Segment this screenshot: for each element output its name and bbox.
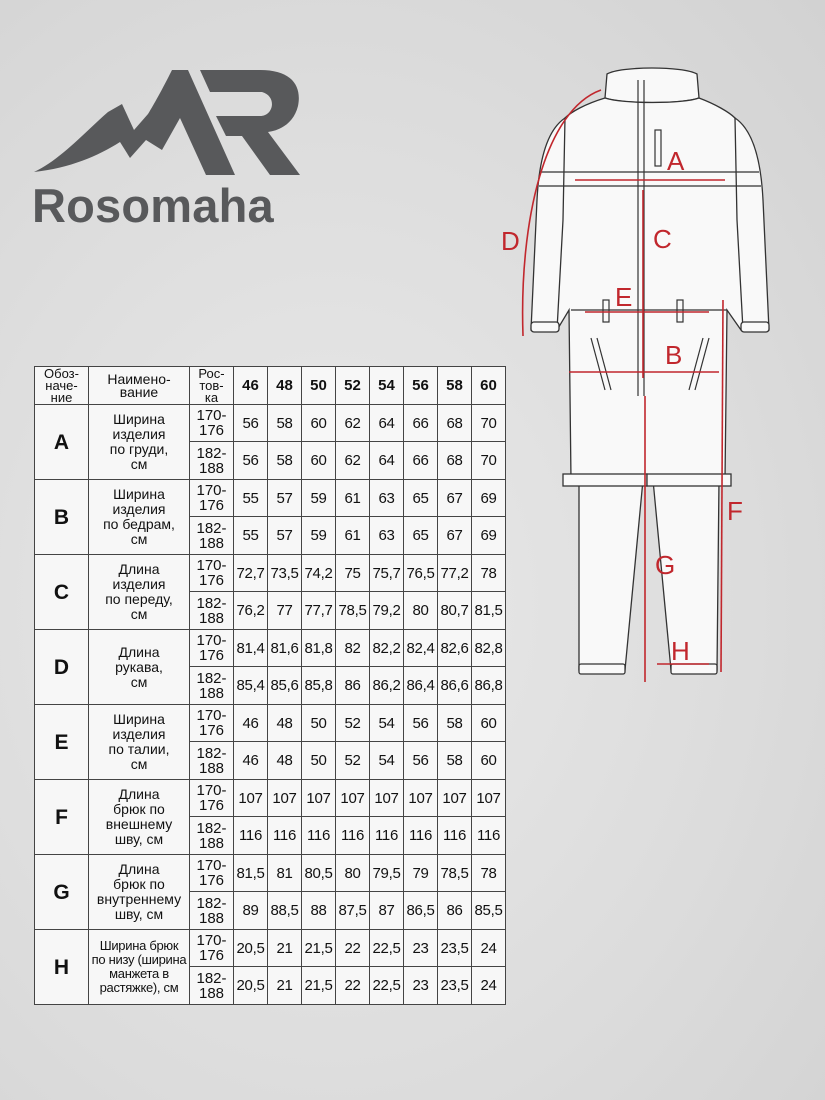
value-cell: 78 [472,555,506,592]
value-cell: 22,5 [370,930,404,967]
value-cell: 24 [472,967,506,1005]
value-cell: 59 [302,480,336,517]
value-cell: 58 [268,405,302,442]
value-cell: 48 [268,742,302,780]
header-size-60: 60 [472,367,506,405]
value-cell: 57 [268,517,302,555]
height-range-cell: 170- 176 [190,855,234,892]
value-cell: 56 [404,705,438,742]
value-cell: 60 [302,405,336,442]
name-cell: Ширина изделия по талии, см [89,705,190,780]
label-c: C [653,224,672,254]
value-cell: 68 [438,405,472,442]
designation-cell: F [35,780,89,855]
value-cell: 68 [438,442,472,480]
value-cell: 88,5 [268,892,302,930]
designation-cell: H [35,930,89,1005]
value-cell: 24 [472,930,506,967]
value-cell: 54 [370,705,404,742]
value-cell: 75,7 [370,555,404,592]
header-size-52: 52 [336,367,370,405]
height-range-cell: 182- 188 [190,517,234,555]
size-chart-table [34,366,506,1005]
table-header-row [35,367,506,405]
height-range-cell: 182- 188 [190,892,234,930]
value-cell: 69 [472,480,506,517]
value-cell: 48 [268,705,302,742]
value-cell: 116 [268,817,302,855]
height-range-cell: 170- 176 [190,705,234,742]
label-g: G [655,550,676,580]
header-size-46: 46 [234,367,268,405]
header-height: Рос- тов- ка [190,367,234,405]
designation-cell: E [35,705,89,780]
designation-cell: C [35,555,89,630]
table-row [35,405,506,442]
value-cell: 82,2 [370,630,404,667]
header-size-58: 58 [438,367,472,405]
value-cell: 21 [268,967,302,1005]
value-cell: 21,5 [302,967,336,1005]
name-cell: Ширина изделия по груди, см [89,405,190,480]
value-cell: 85,6 [268,667,302,705]
table-row [35,480,506,517]
value-cell: 80,7 [438,592,472,630]
value-cell: 81,5 [234,855,268,892]
value-cell: 74,2 [302,555,336,592]
table-row [35,855,506,892]
value-cell: 58 [268,442,302,480]
header-size-54: 54 [370,367,404,405]
value-cell: 52 [336,742,370,780]
value-cell: 107 [302,780,336,817]
height-range-cell: 170- 176 [190,780,234,817]
table-row [35,930,506,967]
value-cell: 60 [472,705,506,742]
value-cell: 69 [472,517,506,555]
value-cell: 86 [336,667,370,705]
height-range-cell: 182- 188 [190,967,234,1005]
value-cell: 58 [438,705,472,742]
value-cell: 77,2 [438,555,472,592]
table-row [35,630,506,667]
value-cell: 70 [472,442,506,480]
value-cell: 81,5 [472,592,506,630]
value-cell: 107 [268,780,302,817]
value-cell: 107 [404,780,438,817]
value-cell: 107 [234,780,268,817]
table-row [35,780,506,817]
value-cell: 86,5 [404,892,438,930]
value-cell: 56 [234,442,268,480]
value-cell: 82 [336,630,370,667]
value-cell: 22 [336,967,370,1005]
value-cell: 116 [336,817,370,855]
value-cell: 50 [302,705,336,742]
value-cell: 22,5 [370,967,404,1005]
value-cell: 79,5 [370,855,404,892]
value-cell: 82,4 [404,630,438,667]
designation-cell: B [35,480,89,555]
height-range-cell: 182- 188 [190,592,234,630]
height-range-cell: 182- 188 [190,742,234,780]
height-range-cell: 182- 188 [190,817,234,855]
value-cell: 65 [404,517,438,555]
header-size-50: 50 [302,367,336,405]
value-cell: 116 [438,817,472,855]
header-name: Наимено- вание [89,367,190,405]
value-cell: 75 [336,555,370,592]
designation-cell: D [35,630,89,705]
value-cell: 64 [370,442,404,480]
value-cell: 85,5 [472,892,506,930]
height-range-cell: 170- 176 [190,930,234,967]
value-cell: 81,4 [234,630,268,667]
value-cell: 60 [472,742,506,780]
value-cell: 116 [370,817,404,855]
name-cell: Длина брюк по внешнему шву, см [89,780,190,855]
value-cell: 55 [234,480,268,517]
value-cell: 81,6 [268,630,302,667]
value-cell: 86,6 [438,667,472,705]
label-e: E [615,282,633,312]
overall-measurement-diagram [495,60,825,700]
value-cell: 55 [234,517,268,555]
name-cell: Длина изделия по переду, см [89,555,190,630]
value-cell: 21 [268,930,302,967]
value-cell: 89 [234,892,268,930]
height-range-cell: 170- 176 [190,555,234,592]
value-cell: 20,5 [234,930,268,967]
value-cell: 58 [438,742,472,780]
value-cell: 85,4 [234,667,268,705]
value-cell: 50 [302,742,336,780]
value-cell: 67 [438,480,472,517]
value-cell: 62 [336,405,370,442]
value-cell: 56 [234,405,268,442]
value-cell: 70 [472,405,506,442]
value-cell: 57 [268,480,302,517]
height-range-cell: 182- 188 [190,667,234,705]
value-cell: 23,5 [438,967,472,1005]
height-range-cell: 182- 188 [190,442,234,480]
table-row [35,555,506,592]
value-cell: 78,5 [438,855,472,892]
value-cell: 63 [370,480,404,517]
height-range-cell: 170- 176 [190,405,234,442]
value-cell: 65 [404,480,438,517]
value-cell: 86,2 [370,667,404,705]
value-cell: 81,8 [302,630,336,667]
value-cell: 54 [370,742,404,780]
value-cell: 23 [404,967,438,1005]
value-cell: 87 [370,892,404,930]
header-designation: Обоз- наче- ние [35,367,89,405]
name-cell: Ширина брюк по низу (ширина манжета в растяжке), см [89,930,190,1005]
name-cell: Ширина изделия по бедрам, см [89,480,190,555]
value-cell: 107 [438,780,472,817]
value-cell: 85,8 [302,667,336,705]
value-cell: 67 [438,517,472,555]
value-cell: 20,5 [234,967,268,1005]
value-cell: 77 [268,592,302,630]
height-range-cell: 170- 176 [190,480,234,517]
value-cell: 82,8 [472,630,506,667]
value-cell: 116 [302,817,336,855]
value-cell: 78 [472,855,506,892]
value-cell: 46 [234,705,268,742]
value-cell: 86,4 [404,667,438,705]
designation-cell: A [35,405,89,480]
value-cell: 116 [234,817,268,855]
value-cell: 23 [404,930,438,967]
value-cell: 86 [438,892,472,930]
value-cell: 64 [370,405,404,442]
value-cell: 77,7 [302,592,336,630]
value-cell: 80 [336,855,370,892]
value-cell: 80,5 [302,855,336,892]
value-cell: 82,6 [438,630,472,667]
value-cell: 61 [336,480,370,517]
label-b: B [665,340,683,370]
value-cell: 66 [404,405,438,442]
value-cell: 76,2 [234,592,268,630]
value-cell: 116 [404,817,438,855]
value-cell: 78,5 [336,592,370,630]
value-cell: 107 [472,780,506,817]
value-cell: 81 [268,855,302,892]
value-cell: 46 [234,742,268,780]
value-cell: 52 [336,705,370,742]
label-h: H [671,636,690,666]
value-cell: 88 [302,892,336,930]
value-cell: 79 [404,855,438,892]
value-cell: 61 [336,517,370,555]
value-cell: 62 [336,442,370,480]
name-cell: Длина рукава, см [89,630,190,705]
header-size-56: 56 [404,367,438,405]
value-cell: 63 [370,517,404,555]
brand-name: Rosomaha [32,179,274,232]
value-cell: 73,5 [268,555,302,592]
value-cell: 79,2 [370,592,404,630]
table-row [35,705,506,742]
value-cell: 87,5 [336,892,370,930]
header-size-48: 48 [268,367,302,405]
designation-cell: G [35,855,89,930]
value-cell: 56 [404,742,438,780]
height-range-cell: 170- 176 [190,630,234,667]
name-cell: Длина брюк по внутреннему шву, см [89,855,190,930]
value-cell: 116 [472,817,506,855]
label-f: F [727,496,743,526]
value-cell: 60 [302,442,336,480]
value-cell: 23,5 [438,930,472,967]
value-cell: 72,7 [234,555,268,592]
label-d: D [501,226,520,256]
value-cell: 107 [370,780,404,817]
value-cell: 80 [404,592,438,630]
value-cell: 22 [336,930,370,967]
value-cell: 107 [336,780,370,817]
value-cell: 66 [404,442,438,480]
value-cell: 76,5 [404,555,438,592]
label-a: A [667,146,685,176]
value-cell: 21,5 [302,930,336,967]
value-cell: 86,8 [472,667,506,705]
value-cell: 59 [302,517,336,555]
